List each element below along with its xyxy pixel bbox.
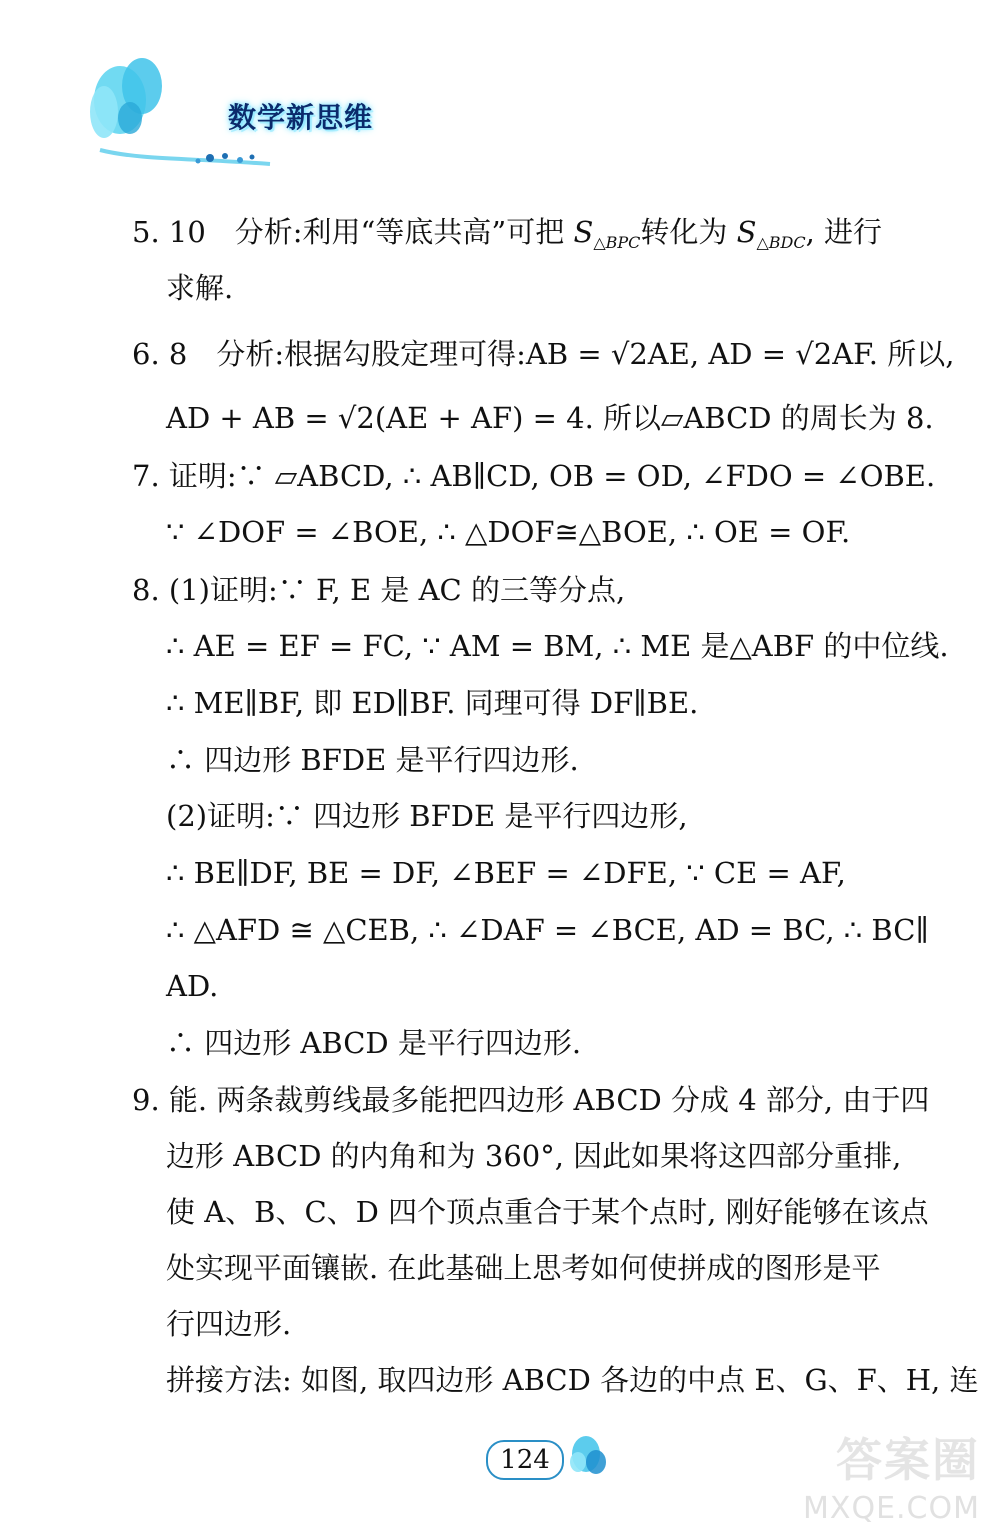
answer-8-line-6: ∴ BE∥DF, BE = DF, ∠BEF = ∠DFE, ∵ CE = AF, [166,856,846,890]
answer-6-line-2: AD + AB = √2(AE + AF) = 4. 所以▱ABCD 的周长为 8. [166,401,934,435]
answer-8-line-8: AD. [166,969,219,1003]
flower-footer-icon [564,1432,614,1482]
answer-9-line-4: 处实现平面镶嵌. 在此基础上思考如何使拼成的图形是平 [166,1251,881,1285]
watermark-logo: 答案圈 [836,1433,980,1487]
answer-7-line-1: 7. 证明:∵ ▱ABCD, ∴ AB∥CD, OB = OD, ∠FDO = ∠OBE. [132,459,936,493]
site-watermark [798,1432,988,1532]
answer-8-line-3: ∴ ME∥BF, 即 ED∥BF. 同理可得 DF∥BE. [166,686,699,720]
answer-9-line-5: 行四边形. [166,1307,292,1341]
answer-9-line-3: 使 A、B、C、D 四个顶点重合于某个点时, 刚好能够在该点 [166,1195,929,1229]
answer-8-line-4: ∴ 四边形 BFDE 是平行四边形. [166,743,579,777]
book-series-title: 数学新思维 [228,101,374,134]
answer-5-line-1: 5. 10 分析:利用“等底共高”可把 $S_{\triangle BPC}$转化为 $S_{\triangle BDC}$, 进行 [132,215,883,252]
answer-8-line-5: (2)证明:∵ 四边形 BFDE 是平行四边形, [166,799,688,833]
answer-5-line-2: 求解. [166,271,234,305]
answer-8-line-1: 8. (1)证明:∵ F, E 是 AC 的三等分点, [132,573,626,607]
watermark-site: MXQE.COM [803,1491,980,1526]
answer-8-line-2: ∴ AE = EF = FC, ∵ AM = BM, ∴ ME 是△ABF 的中位线. [166,629,949,663]
answer-8-line-7: ∴ △AFD ≅ △CEB, ∴ ∠DAF = ∠BCE, AD = BC, ∴ BC∥ [166,913,929,947]
answer-8-line-9: ∴ 四边形 ABCD 是平行四边形. [166,1026,582,1060]
answer-9-line-1: 9. 能. 两条裁剪线最多能把四边形 ABCD 分成 4 部分, 由于四 [132,1083,930,1117]
answer-7-line-2: ∵ ∠DOF = ∠BOE, ∴ △DOF≅△BOE, ∴ OE = OF. [166,515,851,549]
answer-9-line-6: 拼接方法: 如图, 取四边形 ABCD 各边的中点 E、G、F、H, 连 [166,1363,979,1397]
page-number: 124 [486,1440,564,1480]
answer-9-line-2: 边形 ABCD 的内角和为 360°, 因此如果将这四部分重排, [166,1139,902,1173]
page-footer [486,1440,616,1500]
answer-6-line-1: 6. 8 分析:根据勾股定理可得:AB = √2AE, AD = √2AF. 所以, [132,337,955,371]
